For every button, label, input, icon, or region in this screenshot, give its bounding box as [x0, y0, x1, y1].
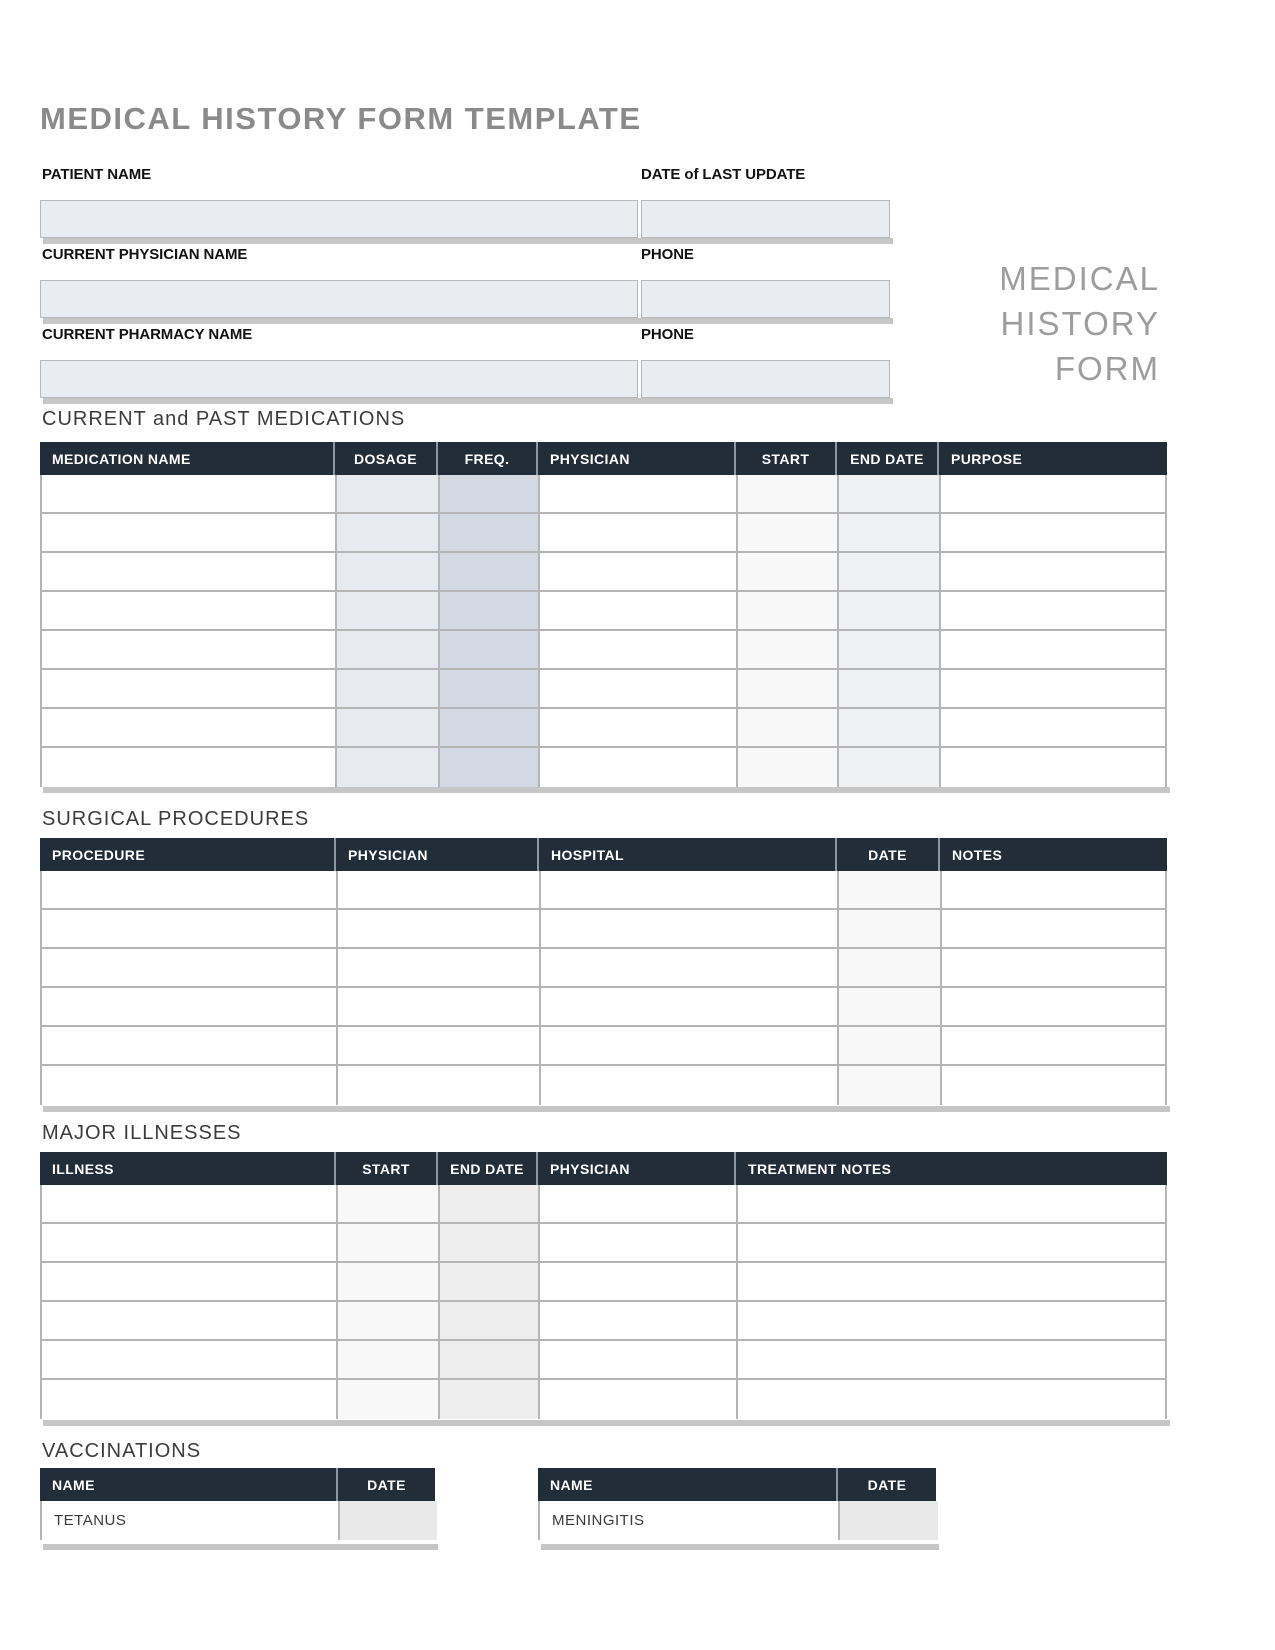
table-cell[interactable] — [438, 1380, 538, 1419]
patient-name-label: PATIENT NAME — [42, 166, 152, 183]
table-cell[interactable] — [538, 1224, 736, 1261]
table-cell[interactable] — [940, 1027, 1165, 1064]
divider — [43, 238, 893, 244]
physician-name-input[interactable] — [40, 280, 638, 318]
table-cell[interactable] — [736, 475, 837, 512]
table-cell[interactable] — [736, 1224, 1165, 1261]
table-cell[interactable] — [336, 1185, 438, 1222]
table-cell[interactable] — [538, 1380, 736, 1419]
table-cell[interactable] — [736, 1302, 1165, 1339]
col-illness: ILLNESS — [52, 1160, 114, 1177]
page-title: MEDICAL HISTORY FORM TEMPLATE — [40, 101, 642, 136]
table-cell[interactable] — [336, 1224, 438, 1261]
table-row — [42, 1341, 1165, 1380]
table-cell[interactable] — [940, 910, 1165, 947]
table-row — [42, 514, 1165, 553]
table-cell[interactable] — [838, 1501, 938, 1540]
table-cell[interactable] — [335, 553, 438, 590]
divider — [43, 1544, 438, 1550]
date-of-last-update-label: DATE of LAST UPDATE — [641, 166, 806, 183]
table-cell[interactable] — [538, 475, 736, 512]
vaccinations-right-body — [538, 1501, 936, 1540]
pharmacy-phone-input[interactable] — [641, 360, 890, 398]
col-purpose: PURPOSE — [937, 442, 1163, 475]
table-cell[interactable] — [438, 631, 538, 668]
table-row — [42, 1185, 1165, 1224]
pharmacy-name-label: CURRENT PHARMACY NAME — [42, 326, 253, 343]
table-cell[interactable] — [42, 949, 336, 986]
table-cell[interactable] — [538, 631, 736, 668]
table-cell[interactable] — [939, 553, 1165, 590]
table-cell[interactable] — [335, 670, 438, 707]
col-start: START — [334, 1152, 436, 1185]
illnesses-table-body — [40, 1185, 1167, 1419]
table-cell[interactable] — [736, 748, 837, 787]
table-cell[interactable] — [336, 871, 539, 908]
illnesses-table — [40, 1152, 1167, 1419]
vaccinations-left-table — [40, 1468, 435, 1540]
medications-table-header — [40, 442, 1167, 475]
pharmacy-phone-label: PHONE — [641, 326, 694, 343]
table-cell[interactable] — [837, 1027, 940, 1064]
col-dosage: DOSAGE — [333, 442, 436, 475]
section-title-illnesses: MAJOR ILLNESSES — [42, 1122, 242, 1144]
table-cell[interactable] — [538, 1302, 736, 1339]
table-cell[interactable] — [939, 514, 1165, 551]
table-cell[interactable] — [736, 1341, 1165, 1378]
table-cell[interactable] — [736, 709, 837, 746]
table-cell[interactable] — [42, 1302, 336, 1339]
table-row — [42, 1501, 433, 1540]
table-cell[interactable] — [438, 475, 538, 512]
divider — [43, 398, 893, 404]
table-cell[interactable] — [539, 1066, 837, 1105]
table-cell[interactable] — [335, 631, 438, 668]
table-cell[interactable] — [538, 748, 736, 787]
table-row — [42, 475, 1165, 514]
table-cell[interactable] — [336, 949, 539, 986]
physician-phone-label: PHONE — [641, 246, 694, 263]
table-cell[interactable] — [539, 871, 837, 908]
table-cell[interactable] — [736, 1185, 1165, 1222]
table-cell[interactable] — [42, 1027, 336, 1064]
table-cell[interactable] — [438, 1185, 538, 1222]
table-cell[interactable] — [837, 592, 939, 629]
surgical-table-body — [40, 871, 1167, 1105]
col-physician: PHYSICIAN — [334, 838, 537, 871]
table-cell[interactable] — [42, 514, 335, 551]
table-cell[interactable] — [736, 592, 837, 629]
table-cell[interactable] — [939, 670, 1165, 707]
table-cell[interactable] — [939, 475, 1165, 512]
table-row — [42, 553, 1165, 592]
table-cell[interactable] — [939, 631, 1165, 668]
table-cell[interactable] — [42, 748, 335, 787]
table-cell[interactable] — [940, 871, 1165, 908]
table-cell[interactable] — [336, 910, 539, 947]
section-title-medications: CURRENT and PAST MEDICATIONS — [42, 408, 406, 430]
table-cell[interactable] — [939, 709, 1165, 746]
table-cell[interactable] — [438, 709, 538, 746]
col-end-date: END DATE — [835, 442, 937, 475]
table-cell[interactable]: MENINGITIS — [552, 1512, 645, 1529]
table-cell[interactable] — [837, 871, 940, 908]
col-notes: NOTES — [938, 838, 1163, 871]
col-physician: PHYSICIAN — [536, 1152, 734, 1185]
table-cell[interactable] — [837, 988, 940, 1025]
illnesses-table-header — [40, 1152, 1167, 1185]
table-cell[interactable] — [837, 475, 939, 512]
table-cell[interactable] — [42, 592, 335, 629]
table-row — [42, 748, 1165, 787]
table-cell[interactable] — [940, 1066, 1165, 1105]
table-cell[interactable] — [438, 1341, 538, 1378]
col-procedure: PROCEDURE — [52, 846, 146, 863]
table-cell[interactable] — [42, 1066, 336, 1105]
table-cell[interactable] — [539, 949, 837, 986]
table-row — [42, 1066, 1165, 1105]
table-cell[interactable] — [335, 592, 438, 629]
table-cell[interactable] — [837, 910, 940, 947]
vaccinations-left-body — [40, 1501, 435, 1540]
table-cell[interactable] — [837, 670, 939, 707]
table-cell[interactable] — [438, 1224, 538, 1261]
divider — [541, 1544, 939, 1550]
table-cell[interactable] — [837, 949, 940, 986]
table-cell[interactable] — [42, 670, 335, 707]
table-cell[interactable] — [538, 1185, 736, 1222]
table-cell[interactable] — [538, 1263, 736, 1300]
divider — [43, 787, 1170, 793]
vaccinations-left-header — [40, 1468, 435, 1501]
table-cell[interactable] — [539, 988, 837, 1025]
table-cell[interactable] — [42, 1185, 336, 1222]
table-cell[interactable] — [539, 1027, 837, 1064]
table-cell[interactable] — [837, 709, 939, 746]
table-cell[interactable] — [736, 631, 837, 668]
table-cell[interactable] — [42, 988, 336, 1025]
col-date: DATE — [336, 1468, 435, 1501]
vaccinations-right-header — [538, 1468, 936, 1501]
table-row — [540, 1501, 934, 1540]
table-cell[interactable] — [336, 1066, 539, 1105]
table-row — [42, 949, 1165, 988]
table-cell[interactable] — [42, 553, 335, 590]
table-cell[interactable] — [538, 709, 736, 746]
brand-line: FORM — [1054, 350, 1160, 387]
section-title-vaccinations: VACCINATIONS — [42, 1440, 202, 1462]
table-row — [42, 709, 1165, 748]
table-cell[interactable] — [837, 748, 939, 787]
table-row — [42, 988, 1165, 1027]
table-cell[interactable] — [336, 1263, 438, 1300]
col-end-date: END DATE — [436, 1152, 536, 1185]
col-date: DATE — [836, 1468, 936, 1501]
col-medication-name: MEDICATION NAME — [52, 450, 191, 467]
divider — [43, 1420, 1170, 1426]
table-row — [42, 592, 1165, 631]
table-cell[interactable] — [42, 709, 335, 746]
table-cell[interactable] — [538, 1341, 736, 1378]
table-cell[interactable] — [438, 592, 538, 629]
col-name: NAME — [52, 1476, 95, 1493]
table-cell[interactable] — [939, 592, 1165, 629]
table-cell[interactable] — [940, 949, 1165, 986]
table-cell[interactable] — [335, 709, 438, 746]
table-cell[interactable] — [336, 1380, 438, 1419]
table-row — [42, 631, 1165, 670]
table-cell[interactable] — [837, 514, 939, 551]
table-cell[interactable] — [538, 553, 736, 590]
table-row — [42, 871, 1165, 910]
table-cell[interactable] — [336, 1341, 438, 1378]
table-cell[interactable] — [336, 988, 539, 1025]
table-cell[interactable] — [438, 748, 538, 787]
divider — [43, 1106, 1170, 1112]
table-cell[interactable] — [335, 475, 438, 512]
table-cell[interactable]: TETANUS — [54, 1512, 127, 1529]
table-cell[interactable] — [837, 553, 939, 590]
table-row — [42, 1302, 1165, 1341]
medications-table — [40, 442, 1167, 787]
table-cell[interactable] — [538, 670, 736, 707]
vaccinations-right-table — [538, 1468, 936, 1540]
table-cell[interactable] — [736, 553, 837, 590]
table-cell[interactable] — [538, 592, 736, 629]
table-cell[interactable] — [438, 670, 538, 707]
surgical-table — [40, 838, 1167, 1105]
table-cell[interactable] — [336, 1302, 438, 1339]
table-cell[interactable] — [438, 553, 538, 590]
divider — [43, 318, 893, 324]
table-row — [42, 670, 1165, 709]
table-cell[interactable] — [939, 748, 1165, 787]
physician-phone-input[interactable] — [641, 280, 890, 318]
col-start: START — [734, 442, 835, 475]
table-cell[interactable] — [539, 910, 837, 947]
table-cell[interactable] — [338, 1501, 437, 1540]
table-cell[interactable] — [438, 1302, 538, 1339]
table-cell[interactable] — [736, 514, 837, 551]
col-date: DATE — [835, 838, 938, 871]
table-row — [42, 1224, 1165, 1263]
table-cell[interactable] — [837, 1066, 940, 1105]
table-cell[interactable] — [335, 748, 438, 787]
table-cell[interactable] — [42, 1224, 336, 1261]
section-title-surgical: SURGICAL PROCEDURES — [42, 808, 310, 830]
table-cell[interactable] — [42, 910, 336, 947]
table-cell[interactable] — [538, 514, 736, 551]
table-cell[interactable] — [438, 1263, 538, 1300]
table-cell[interactable] — [940, 988, 1165, 1025]
table-cell[interactable] — [42, 1380, 336, 1419]
table-cell[interactable] — [335, 514, 438, 551]
table-row — [42, 1263, 1165, 1302]
table-cell[interactable] — [736, 670, 837, 707]
surgical-table-header — [40, 838, 1167, 871]
table-row — [42, 910, 1165, 949]
table-cell[interactable] — [42, 631, 335, 668]
table-cell[interactable] — [42, 1341, 336, 1378]
table-cell[interactable] — [336, 1027, 539, 1064]
table-cell[interactable] — [42, 1263, 336, 1300]
table-cell[interactable] — [438, 514, 538, 551]
patient-name-input[interactable] — [40, 200, 638, 238]
pharmacy-name-input[interactable] — [40, 360, 638, 398]
col-physician: PHYSICIAN — [536, 442, 734, 475]
col-hospital: HOSPITAL — [537, 838, 835, 871]
table-cell[interactable] — [42, 871, 336, 908]
table-cell[interactable] — [736, 1263, 1165, 1300]
col-freq: FREQ. — [436, 442, 536, 475]
table-row — [42, 1380, 1165, 1419]
col-treatment-notes: TREATMENT NOTES — [734, 1152, 1163, 1185]
table-row — [42, 1027, 1165, 1066]
table-cell[interactable] — [42, 475, 335, 512]
table-cell[interactable] — [837, 631, 939, 668]
table-cell[interactable] — [736, 1380, 1165, 1419]
date-of-last-update-input[interactable] — [641, 200, 890, 238]
physician-name-label: CURRENT PHYSICIAN NAME — [42, 246, 248, 263]
medications-table-body — [40, 475, 1167, 787]
brand-line: HISTORY — [1000, 305, 1160, 342]
col-name: NAME — [550, 1476, 593, 1493]
brand-line: MEDICAL — [999, 260, 1160, 297]
